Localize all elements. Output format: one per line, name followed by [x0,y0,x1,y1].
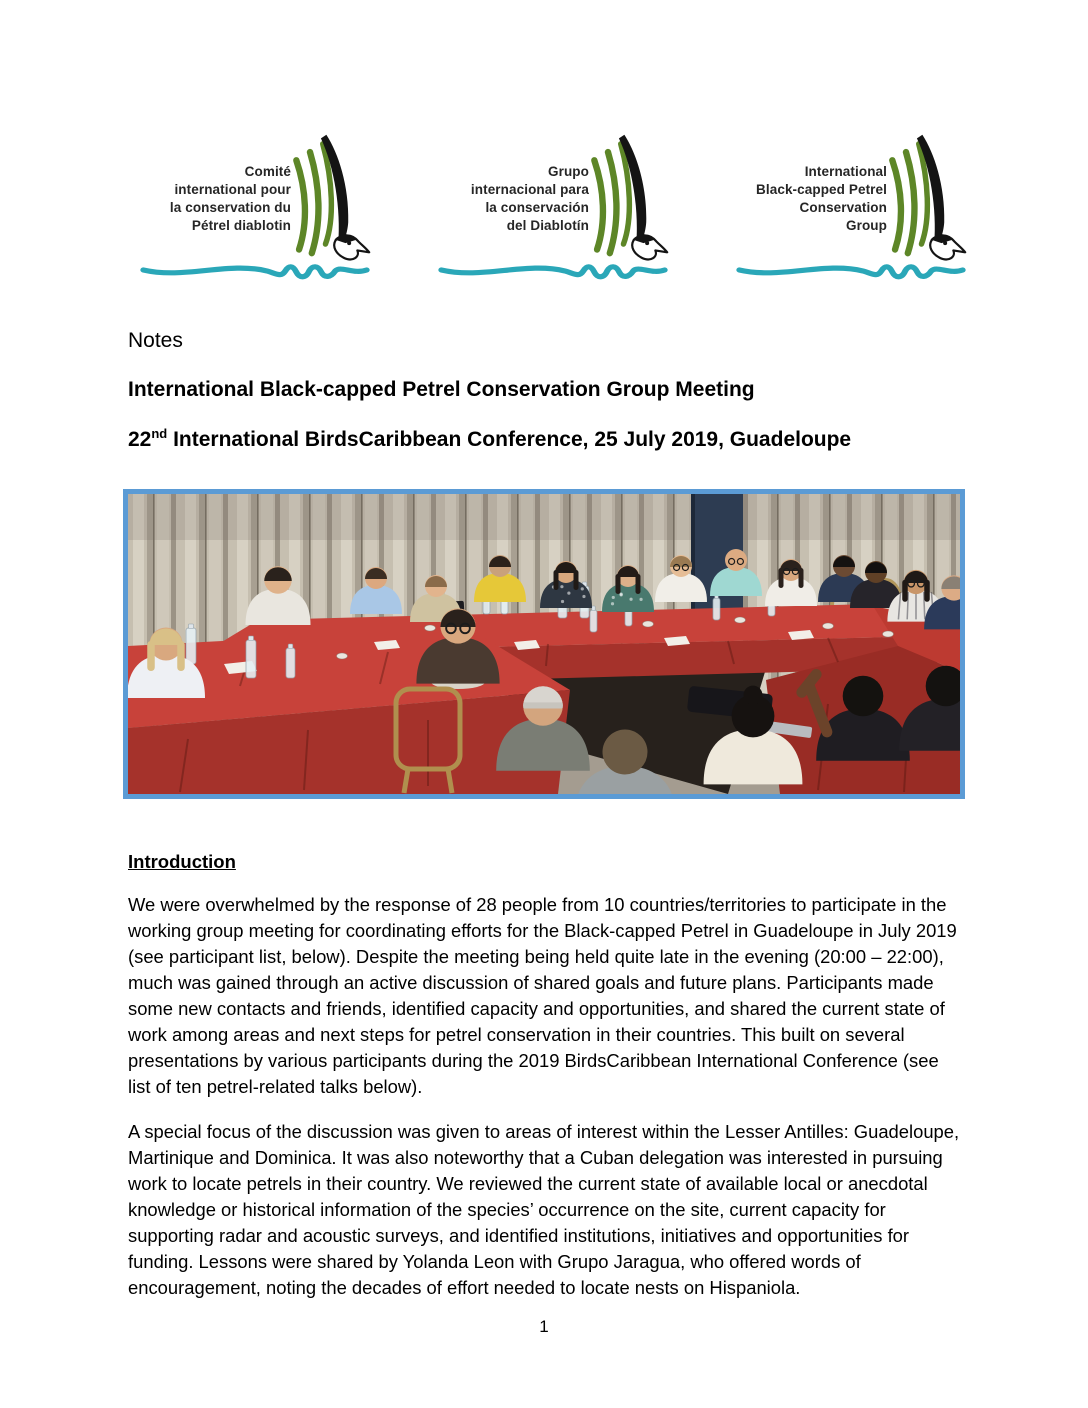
logo-english [735,127,967,289]
logo-row [0,0,1088,289]
logo-text-line: Grupo [548,164,589,179]
subtitle-ordinal: nd [151,426,168,441]
logo-text-line: Black-capped Petrel [756,182,887,198]
subtitle-rest: International BirdsCaribbean Conference, 25 July 2019, Guadeloupe [167,428,852,451]
meeting-photo [123,489,965,799]
logo-text-line: del Diablotín [506,218,589,234]
ocean-wave-icon [735,253,967,287]
page-title: International Black-capped Petrel Conservation Group Meeting [128,378,755,401]
ocean-wave-icon [437,253,669,287]
section-heading-introduction: Introduction [128,851,236,872]
logo-spanish [437,127,669,289]
notes-label: Notes [128,329,183,352]
introduction-paragraph-1: We were overwhelmed by the response of 28 people from 10 countries/territories to participate in the working group meeting for coordinating efforts for the Black-capped Petrel in Guadeloupe in July 2019 (see participant list, below). Despite the meeting being held quite late in the evening (20:00 – 22:00), much was gained through an active discussion of shared goals and future plans. Participants made some new contacts and friends, identified capacity and opportunities, and shared the current state of work among areas and next steps for petrel conservation in their countries. This built on several presentations by various participants during the 2019 BirdsCaribbean International Conference (see list of ten petrel-related talks below). [128,894,957,1097]
document-content [128,329,960,1337]
logo-text-line: Conservation [799,200,887,216]
logo-text-line: internacional para [470,182,589,198]
logo-text-line: Group [846,218,887,234]
subtitle-number: 22 [128,428,152,451]
logo-text-line: la conservación [485,200,589,216]
meeting-photo-illustration [128,494,960,794]
page-number: 1 [539,1317,549,1336]
ocean-wave-icon [139,253,371,287]
introduction-paragraph-2: A special focus of the discussion was given to areas of interest within the Lesser Antilles: Guadeloupe, Martinique and Dominica. It was also noteworthy that a Cuban delegation was interested in pursuing work to locate petrels in their country. We reviewed the current state of available local or anecdotal knowledge or historical information of the species’ occurrence on the site, current capacity for supporting radar and acoustic surveys, and identified institutions, initiatives and opportunities for funding. Lessons were shared by Yolanda Leon with Grupo Jaragua, who offered words of encouragement, noting the decades of effort needed to locate nests on Hispaniola. [128,1121,960,1298]
logo-french [139,127,371,289]
page-subtitle [128,428,960,452]
logo-text-line: la conservation du [169,200,291,216]
logo-text-line: international pour [174,182,291,198]
logo-text-line: International [804,164,887,179]
logo-text-line: Pétrel diablotin [191,218,291,234]
logo-text-line: Comité [244,164,291,179]
